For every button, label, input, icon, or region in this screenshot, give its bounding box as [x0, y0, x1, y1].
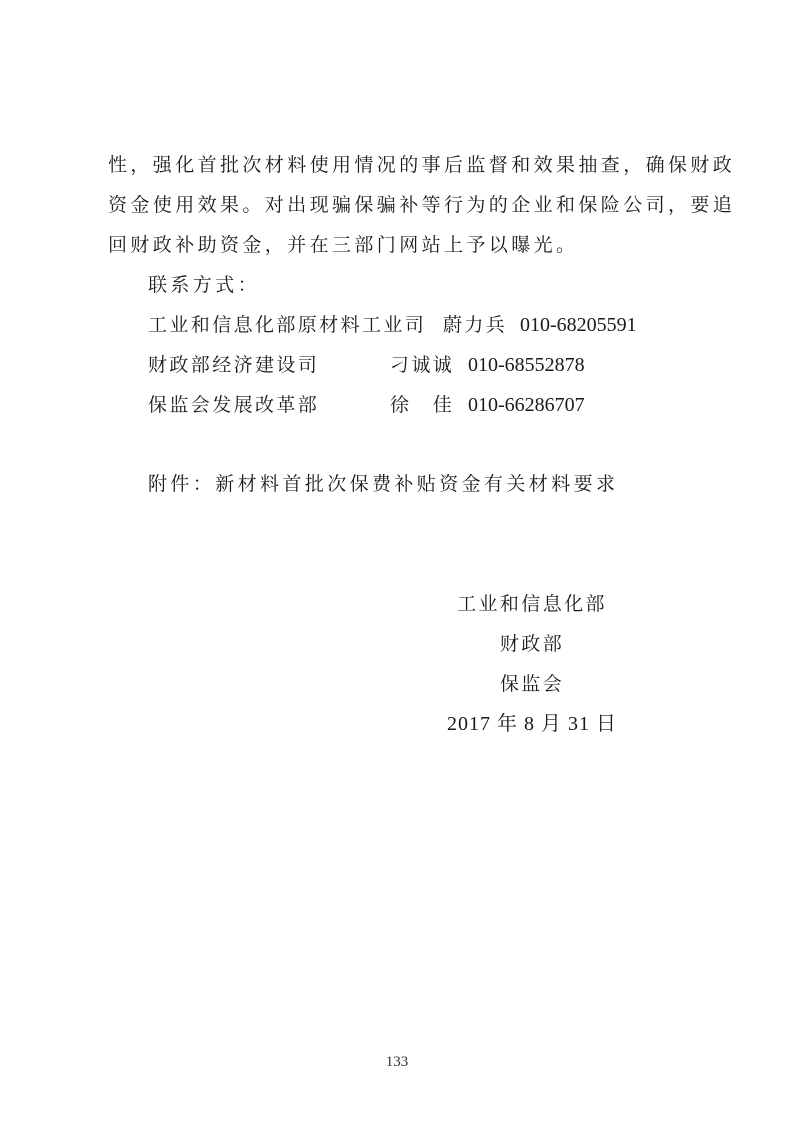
signature-org-miit: 工业和信息化部	[457, 593, 607, 615]
contact-org: 工业和信息化部原材料工业司	[148, 314, 427, 336]
contact-phone: 010-66286707	[468, 394, 585, 416]
paragraph-line-2: 资金使用效果。对出现骗保骗补等行为的企业和保险公司，要追	[108, 194, 736, 216]
contact-org: 财政部经济建设司	[148, 354, 320, 376]
signature-org-circ: 保监会	[499, 673, 565, 695]
page-number: 133	[385, 1054, 409, 1070]
contact-org: 保监会发展改革部	[148, 394, 320, 416]
contact-phone: 010-68205591	[520, 314, 637, 336]
contact-name: 徐 佳	[390, 394, 455, 416]
contact-phone: 010-68552878	[468, 354, 585, 376]
attachment-note: 附件：新材料首批次保费补贴资金有关材料要求	[148, 473, 619, 495]
signature-org-mof: 财政部	[499, 633, 565, 655]
paragraph-line-1: 性，强化首批次材料使用情况的事后监督和效果抽查，确保财政	[108, 154, 736, 176]
contact-name: 蔚力兵	[443, 314, 508, 336]
contact-heading: 联系方式：	[148, 274, 261, 296]
contact-row	[148, 313, 688, 341]
paragraph-line-3: 回财政补助资金，并在三部门网站上予以曝光。	[108, 234, 579, 256]
signature-date: 2017 年 8 月 31 日	[447, 713, 617, 735]
contact-row	[148, 393, 688, 421]
contact-name: 刁诚诚	[390, 354, 455, 376]
contact-row	[148, 353, 688, 381]
